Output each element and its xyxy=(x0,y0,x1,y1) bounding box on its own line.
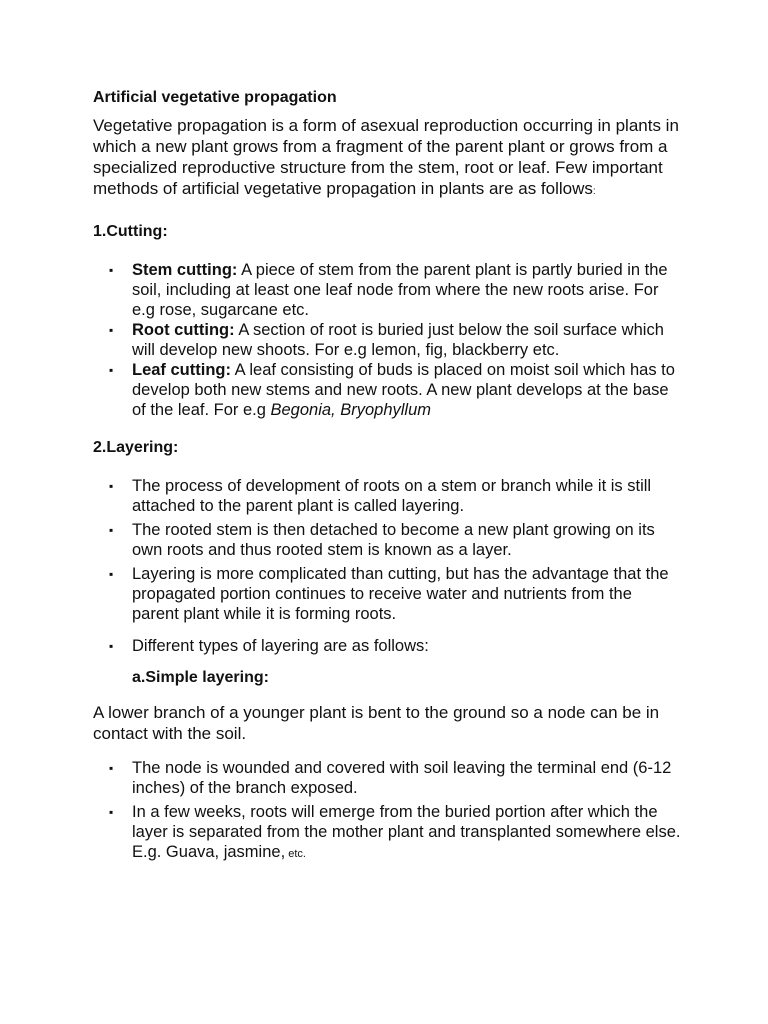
list-item xyxy=(93,802,683,864)
item-text: Layering is more complicated than cutting, but has the advantage that the propagated portion continues to receive water and nutrients from the parent plant while it is forming roots. xyxy=(132,565,669,623)
cutting-list xyxy=(93,260,683,420)
list-item xyxy=(93,520,683,560)
term-label: Root cutting: xyxy=(132,321,235,339)
item-text: The node is wounded and covered with soil leaving the terminal end (6-12 inches) of the branch exposed. xyxy=(132,759,672,797)
intro-paragraph xyxy=(93,115,683,202)
simple-layering-list xyxy=(93,758,683,864)
list-item xyxy=(93,636,683,656)
bullet-icon: ▪ xyxy=(109,567,114,581)
item-text: A piece of stem from the parent plant is partly buried in the soil, including at least one leaf node from where the new roots arise. For e.g rose, sugarcane etc. xyxy=(132,261,668,319)
term-label: Stem cutting: xyxy=(132,261,238,279)
layering-list xyxy=(93,476,683,656)
bullet-icon: ▪ xyxy=(109,323,114,337)
bullet-icon: ▪ xyxy=(109,363,114,377)
bullet-icon: ▪ xyxy=(109,523,114,537)
item-text: The rooted stem is then detached to become a new plant growing on its own roots and thus rooted stem is known as a layer. xyxy=(132,521,655,559)
intro-tail: : xyxy=(592,186,596,197)
item-text: A leaf consisting of buds is placed on moist soil which has to develop both new stems and new roots. A new plant develops at the base of the leaf. For e.g xyxy=(132,361,675,419)
term-label: Leaf cutting: xyxy=(132,361,231,379)
bullet-icon: ▪ xyxy=(109,761,114,775)
simple-layering-paragraph: A lower branch of a younger plant is bent to the ground so a node can be in contact with the soil. xyxy=(93,703,660,743)
italic-examples: Begonia, Bryophyllum xyxy=(270,401,432,419)
simple-layering-heading: a.Simple layering: xyxy=(132,669,269,686)
bullet-icon: ▪ xyxy=(109,805,114,819)
document-title: Artificial vegetative propagation xyxy=(93,89,337,106)
list-item xyxy=(93,758,683,798)
item-text: The process of development of roots on a stem or branch while it is still attached to the parent plant is called layering. xyxy=(132,477,652,515)
list-item xyxy=(93,564,683,624)
layering-heading: 2.Layering: xyxy=(93,439,179,456)
small-suffix: etc. xyxy=(285,848,306,860)
item-text: A section of root is buried just below the soil surface which will develop new shoots. For e.g lemon, fig, blackberry etc. xyxy=(132,321,664,359)
intro-text: Vegetative propagation is a form of asexual reproduction occurring in plants in which a new plant grows from a fragment of the parent plant or grows from a specialized reproductive structure from the stem, root or leaf. Few important methods of artificial vegetative propagation in plants are as follows xyxy=(93,116,679,198)
item-text: Different types of layering are as follows: xyxy=(132,637,429,655)
list-item-root-cutting xyxy=(93,320,683,360)
cutting-heading: 1.Cutting: xyxy=(93,223,168,240)
item-text: In a few weeks, roots will emerge from the buried portion after which the layer is separated from the mother plant and transplanted somewhere else. E.g. Guava, jasmine, xyxy=(132,803,681,861)
bullet-icon: ▪ xyxy=(109,639,114,653)
list-item-stem-cutting xyxy=(93,260,683,320)
bullet-icon: ▪ xyxy=(109,263,114,277)
document-page xyxy=(93,88,683,868)
list-item-leaf-cutting xyxy=(93,360,683,420)
list-item xyxy=(93,476,683,516)
bullet-icon: ▪ xyxy=(109,479,114,493)
